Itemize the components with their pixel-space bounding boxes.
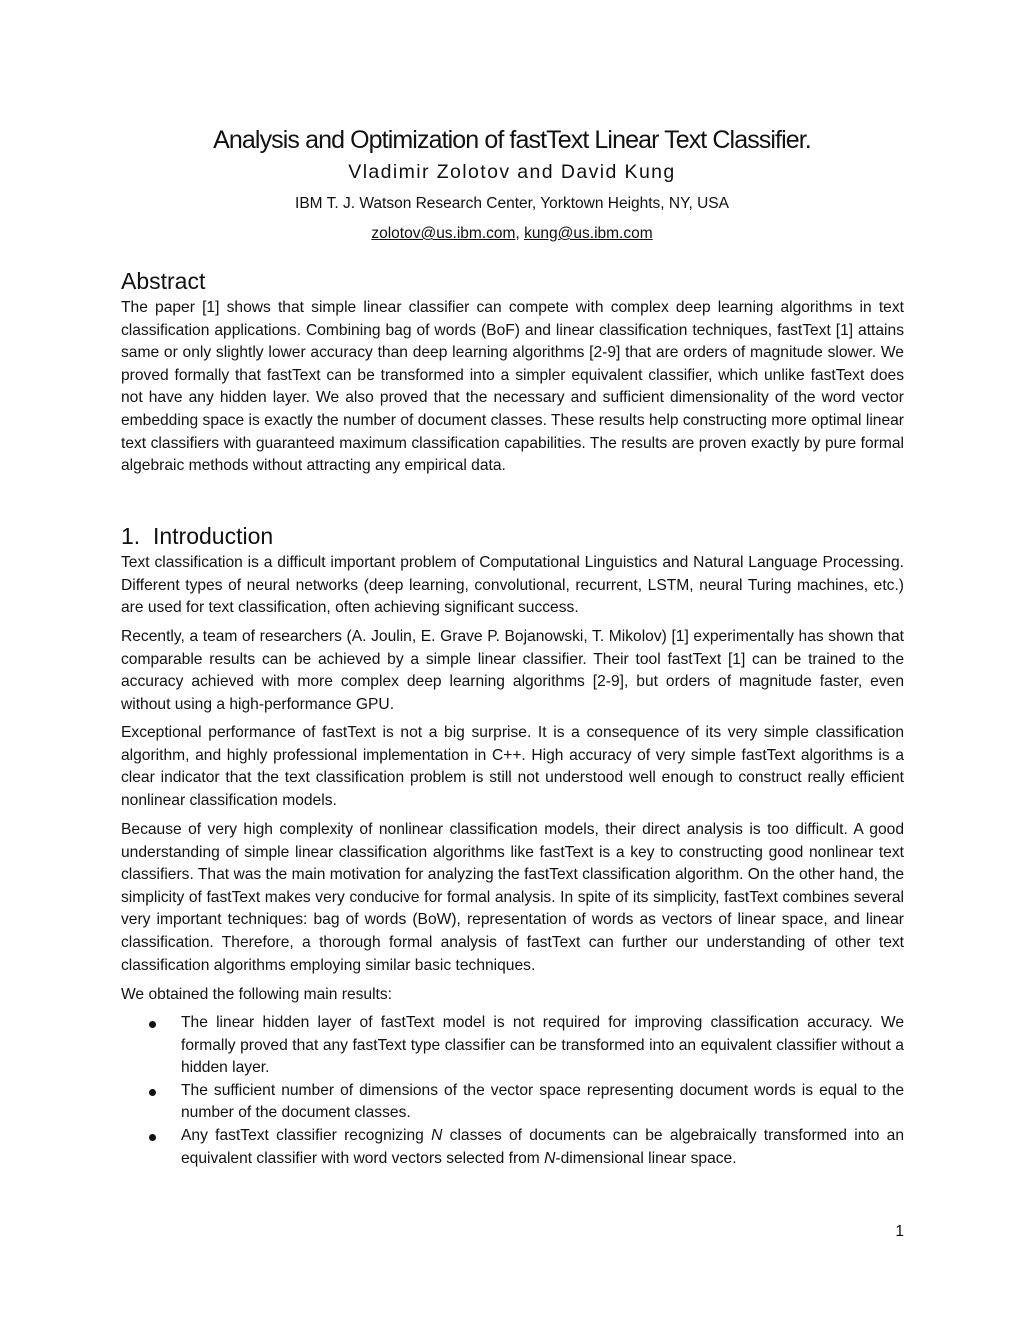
author-emails [0, 223, 1024, 245]
intro-paragraph-2: Recently, a team of researchers (A. Joulin, E. Grave P. Bojanowski, T. Mikolov) [1] experimentally has shown that comparable results can be achieved by a simple linear classifier. Their tool fastText [1] can be trained to the accuracy achieved with more complex deep learning algorithms [2-9], but orders of magnitude faster, even without using a high-performance GPU. [121, 628, 904, 713]
email-link-kung[interactable]: kung@us.ibm.com [524, 225, 653, 242]
abstract-heading: Abstract [121, 268, 206, 294]
intro-paragraph-5: We obtained the following main results: [121, 986, 393, 1003]
author-affiliation: IBM T. J. Watson Research Center, Yorktown Heights, NY, USA [295, 195, 729, 212]
bullet-icon [149, 1134, 156, 1141]
list-item [121, 1012, 904, 1080]
list-item-text: The linear hidden layer of fastText model is not required for improving classification accuracy. We formally proved that any fastText type classifier can be transformed into an equivalent classifier without a hidden layer. [181, 1014, 904, 1077]
variable-n: N [431, 1126, 443, 1144]
intro-paragraph-1: Text classification is a difficult important problem of Computational Linguistics and Natural Language Processing. Different types of neural networks (deep learning, convolutional, recurrent, LSTM, neural Turing machines, etc.) are used for text classification, often achieving significant success. [121, 554, 904, 617]
bullet-icon [149, 1021, 156, 1028]
bullet-icon [149, 1089, 156, 1096]
list-item [121, 1125, 904, 1170]
abstract-paragraph: The paper [1] shows that simple linear classifier can compete with complex deep learning algorithms in text classification applications. Combining bag of words (BoF) and linear classification techniques, fastText [1] attains same or only slightly lower accuracy than deep learning algorithms [2-9] that are orders of magnitude slower. We proved formally that fastText can be transformed into a simpler equivalent classifier, which unlike fastText does not have any hidden layer. We also proved that the necessary and sufficient dimensionality of the word vector embedding space is exactly the number of document classes. These results help constructing more optimal linear text classifiers with guaranteed maximum classification capabilities. The results are proven exactly by pure formal algebraic methods without attracting any empirical data. [121, 299, 904, 475]
list-item-text-part: Any fastText classifier recognizing [181, 1126, 432, 1144]
introduction-heading: 1. Introduction [121, 523, 274, 549]
list-item-text-part: classes of documents can be algebraically transformed into an equivalent classifier with word vectors selected from [181, 1126, 905, 1167]
list-item-text [181, 1127, 904, 1167]
email-link-zolotov[interactable]: zolotov@us.ibm.com [371, 225, 516, 242]
variable-n: N [544, 1149, 556, 1167]
page-number: 1 [895, 1223, 904, 1240]
email-separator: , [515, 225, 525, 242]
list-item-text-part: -dimensional linear space. [555, 1149, 737, 1167]
list-item-text: The sufficient number of dimensions of the vector space representing document words is equal to the number of the document classes. [181, 1081, 904, 1122]
list-item [121, 1080, 904, 1125]
main-results-list [121, 1012, 904, 1170]
intro-paragraph-3: Exceptional performance of fastText is not a big surprise. It is a consequence of its very simple classification algorithm, and highly professional implementation in C++. High accuracy of very simple fastText algorithms is a clear indicator that the text classification problem is still not understood well enough to construct really efficient nonlinear classification models. [121, 724, 904, 809]
paper-title: Analysis and Optimization of fastText Linear Text Classifier. [213, 126, 811, 154]
intro-paragraph-4: Because of very high complexity of nonlinear classification models, their direct analysis is too difficult. A good understanding of simple linear classification algorithms like fastText is a key to constructing good nonlinear text classifiers. That was the main motivation for analyzing the fastText classification algorithm. On the other hand, the simplicity of fastText makes very conducive for formal analysis. In spite of its simplicity, fastText combines several very important techniques: bag of words (BoW), representation of words as vectors of linear space, and linear classification. Therefore, a thorough formal analysis of fastText can further our understanding of other text classification algorithms employing similar basic techniques. [121, 821, 904, 974]
author-names: Vladimir Zolotov and David Kung [348, 161, 676, 183]
